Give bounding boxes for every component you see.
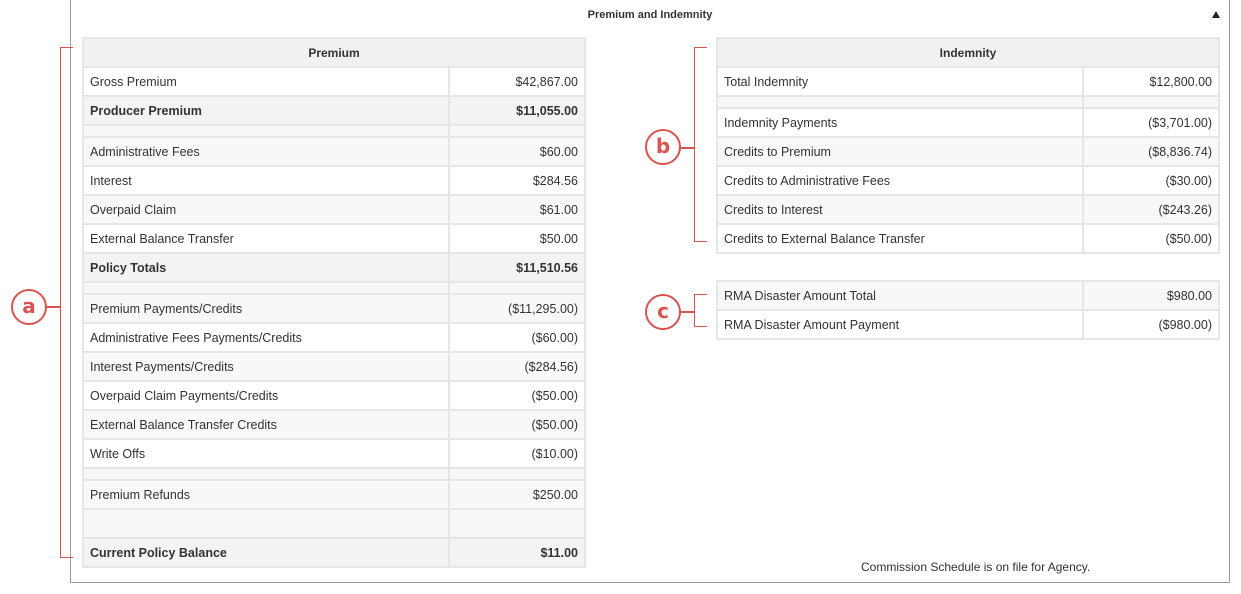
row-value: ($8,836.74)	[1083, 137, 1219, 166]
row-value: $50.00	[449, 224, 585, 253]
spacer-row	[83, 468, 585, 480]
row-label: Credits to Premium	[717, 137, 1083, 166]
row-label: Administrative Fees Payments/Credits	[83, 323, 449, 352]
table-row	[83, 323, 585, 352]
row-value: $980.00	[1083, 281, 1219, 310]
table-row	[83, 166, 585, 195]
row-value: $61.00	[449, 195, 585, 224]
row-value: $11,055.00	[449, 96, 585, 125]
table-row	[717, 67, 1219, 96]
bracket-c-connector	[680, 311, 694, 313]
table-row	[83, 381, 585, 410]
row-value: ($50.00)	[449, 381, 585, 410]
table-row	[83, 224, 585, 253]
annotation-badge-b: b	[645, 129, 681, 165]
bracket-b	[694, 47, 707, 242]
table-row	[83, 96, 585, 125]
blank-row	[83, 509, 585, 538]
indemnity-table	[716, 37, 1220, 254]
row-value: ($50.00)	[1083, 224, 1219, 253]
bracket-a	[60, 47, 73, 558]
row-value: ($284.56)	[449, 352, 585, 381]
row-label: Policy Totals	[83, 253, 449, 282]
row-value: $11.00	[449, 538, 585, 567]
spacer-row	[717, 96, 1219, 108]
row-label: Interest Payments/Credits	[83, 352, 449, 381]
row-value: ($980.00)	[1083, 310, 1219, 339]
table-row	[717, 310, 1219, 339]
row-label: RMA Disaster Amount Payment	[717, 310, 1083, 339]
row-value: $42,867.00	[449, 67, 585, 96]
bracket-b-connector	[680, 147, 694, 149]
row-value: ($30.00)	[1083, 166, 1219, 195]
table-row	[83, 480, 585, 509]
premium-table	[82, 37, 586, 568]
row-label: Indemnity Payments	[717, 108, 1083, 137]
rma-table	[716, 280, 1220, 340]
row-label: Overpaid Claim Payments/Credits	[83, 381, 449, 410]
indemnity-header: Indemnity	[717, 38, 1219, 67]
row-label: External Balance Transfer	[83, 224, 449, 253]
row-value: $250.00	[449, 480, 585, 509]
bracket-c	[694, 294, 707, 327]
table-row	[83, 410, 585, 439]
spacer-row	[83, 282, 585, 294]
row-value: ($243.26)	[1083, 195, 1219, 224]
row-value: $60.00	[449, 137, 585, 166]
row-label: Administrative Fees	[83, 137, 449, 166]
table-row	[717, 281, 1219, 310]
bracket-a-connector	[46, 306, 60, 308]
table-row	[717, 195, 1219, 224]
row-label: Interest	[83, 166, 449, 195]
row-label: Premium Payments/Credits	[83, 294, 449, 323]
row-label: Total Indemnity	[717, 67, 1083, 96]
row-label: Current Policy Balance	[83, 538, 449, 567]
row-label: Credits to Interest	[717, 195, 1083, 224]
annotation-badge-a: a	[11, 289, 47, 325]
row-value: ($60.00)	[449, 323, 585, 352]
row-label: Premium Refunds	[83, 480, 449, 509]
premium-header: Premium	[83, 38, 585, 67]
table-row	[83, 137, 585, 166]
commission-note: Commission Schedule is on file for Agency.	[861, 560, 1091, 574]
row-label: RMA Disaster Amount Total	[717, 281, 1083, 310]
row-label: Credits to External Balance Transfer	[717, 224, 1083, 253]
row-value: $284.56	[449, 166, 585, 195]
row-value: ($11,295.00)	[449, 294, 585, 323]
spacer-row	[83, 125, 585, 137]
table-row	[83, 195, 585, 224]
table-row	[83, 538, 585, 567]
row-label: Gross Premium	[83, 67, 449, 96]
table-row	[83, 352, 585, 381]
table-row	[83, 67, 585, 96]
annotation-badge-c: c	[645, 294, 681, 330]
collapse-triangle-icon[interactable]	[1212, 11, 1220, 18]
panel-title: Premium and Indemnity	[587, 9, 713, 21]
table-row	[717, 108, 1219, 137]
row-label: Write Offs	[83, 439, 449, 468]
table-row	[717, 137, 1219, 166]
row-value: ($50.00)	[449, 410, 585, 439]
row-value: ($3,701.00)	[1083, 108, 1219, 137]
row-label: External Balance Transfer Credits	[83, 410, 449, 439]
row-label: Producer Premium	[83, 96, 449, 125]
row-value: $12,800.00	[1083, 67, 1219, 96]
table-row	[83, 294, 585, 323]
table-row	[717, 224, 1219, 253]
row-label: Overpaid Claim	[83, 195, 449, 224]
row-value: ($10.00)	[449, 439, 585, 468]
row-label: Credits to Administrative Fees	[717, 166, 1083, 195]
table-row	[83, 439, 585, 468]
table-row	[83, 253, 585, 282]
row-value: $11,510.56	[449, 253, 585, 282]
table-row	[717, 166, 1219, 195]
